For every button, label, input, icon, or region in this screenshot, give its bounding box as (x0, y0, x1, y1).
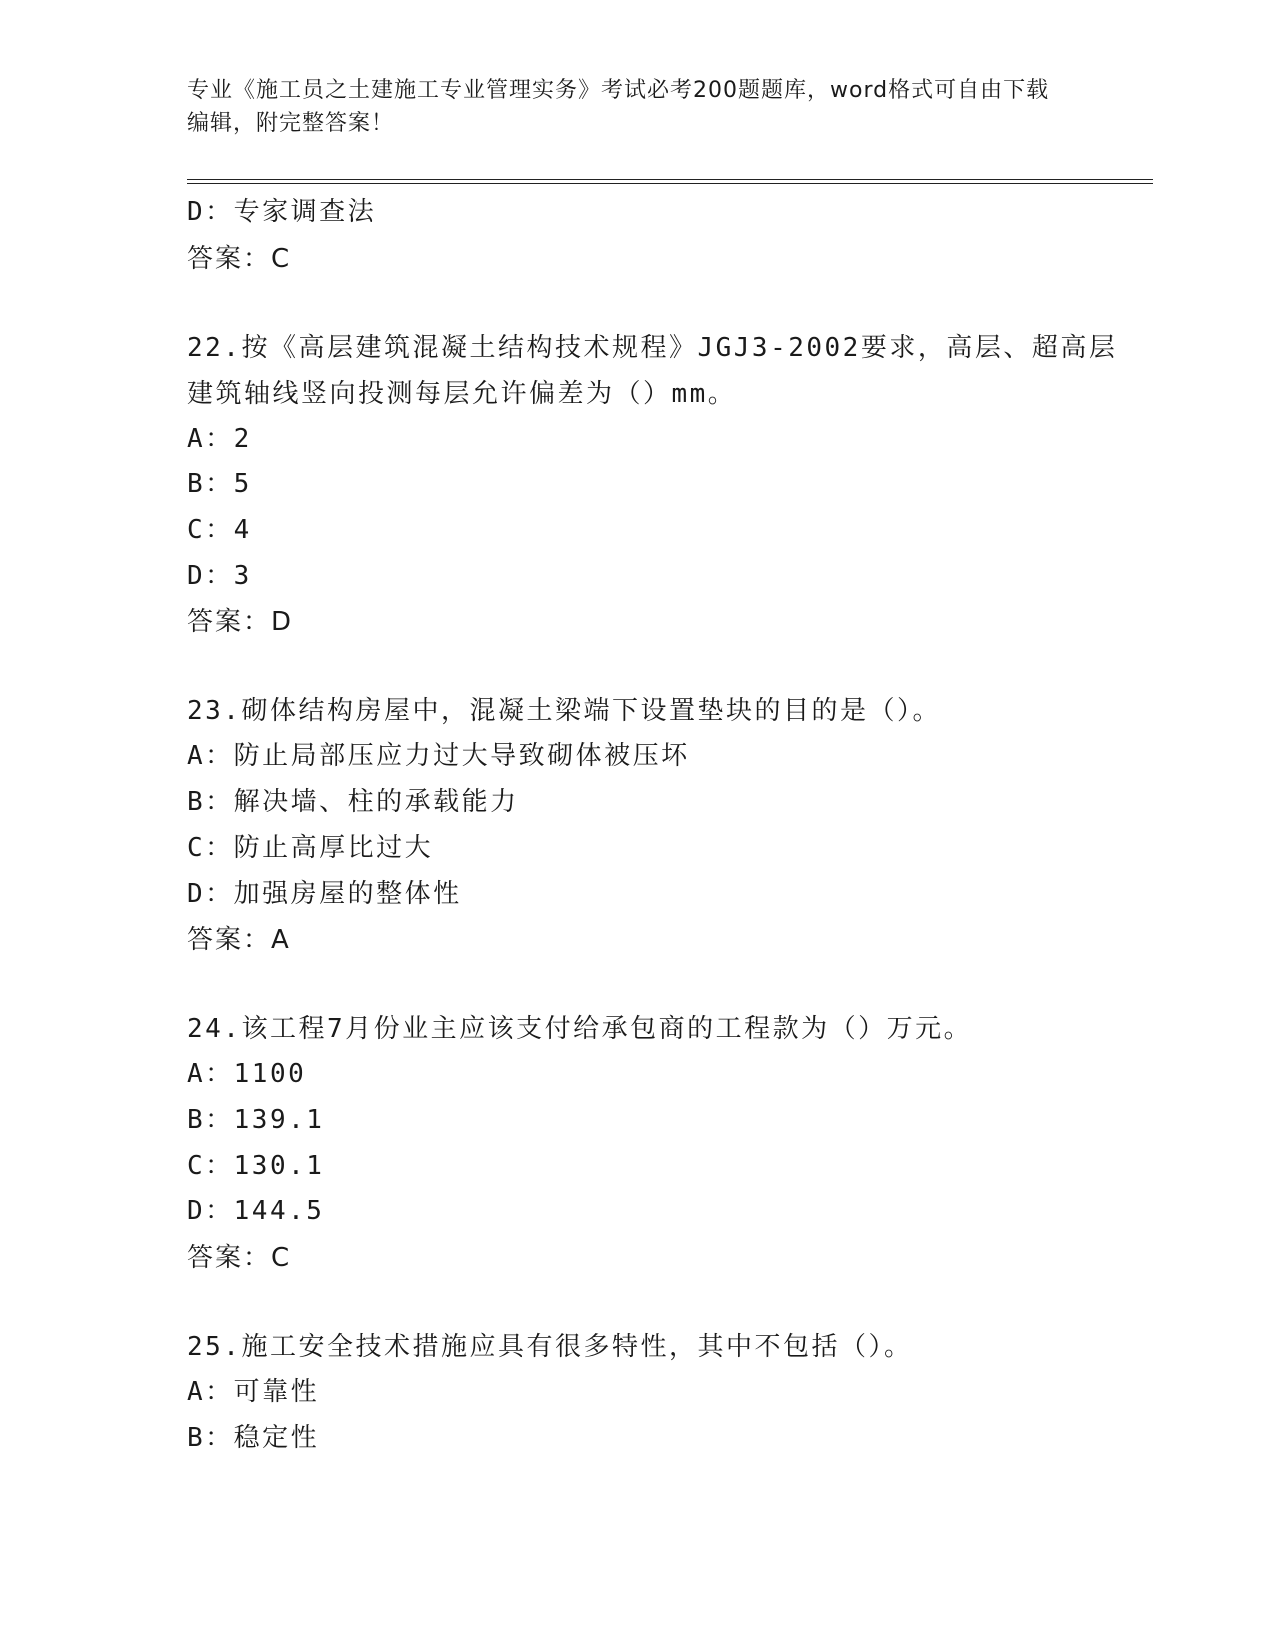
option-c: C：130.1 (187, 1150, 325, 1181)
option-d: D：加强房屋的整体性 (187, 878, 462, 909)
option-b: B：5 (187, 469, 252, 500)
option-d: D：3 (187, 560, 252, 591)
option-d: D：专家调查法 (187, 197, 377, 227)
header-divider-bottom (187, 183, 1153, 184)
option-a: A：2 (187, 423, 252, 454)
question-22 (187, 325, 1127, 646)
question-stem: 24.该工程7月份业主应该支付给承包商的工程款为（）万元。 (187, 1014, 973, 1045)
question-24 (187, 1006, 1127, 1281)
option-a: A：防止局部压应力过大导致砌体被压坏 (187, 741, 690, 772)
header-divider-top (187, 179, 1153, 180)
question-stem: 23.砌体结构房屋中，混凝土梁端下设置垫块的目的是（）。 (187, 696, 941, 727)
question-25 (187, 1324, 1127, 1461)
answer-line: 答案：A (187, 925, 291, 956)
option-b: B：稳定性 (187, 1422, 320, 1453)
option-c: C：防止高厚比过大 (187, 832, 434, 863)
answer-line: 答案：C (187, 1242, 292, 1273)
option-b: B：139.1 (187, 1104, 325, 1135)
question-23 (187, 688, 1127, 963)
question-stem: 25.施工安全技术措施应具有很多特性，其中不包括（）。 (187, 1331, 913, 1362)
option-a: A：可靠性 (187, 1376, 320, 1407)
question-list (187, 190, 1127, 1461)
answer-line: 答案：D (187, 607, 294, 638)
option-c: C：4 (187, 515, 252, 546)
option-a: A：1100 (187, 1059, 307, 1090)
answer-line: 答案：C (187, 243, 292, 274)
option-d: D：144.5 (187, 1196, 325, 1227)
document-header: 专业《施工员之土建施工专业管理实务》考试必考200题题库，word格式可自由下载编辑，附完整答案！ (187, 78, 1050, 136)
option-b: B：解决墙、柱的承载能力 (187, 787, 519, 818)
question-stem: 22.按《高层建筑混凝土结构技术规程》JGJ3-2002要求，高层、超高层建筑轴线竖向投测每层允许偏差为（）mm。 (187, 332, 1118, 409)
